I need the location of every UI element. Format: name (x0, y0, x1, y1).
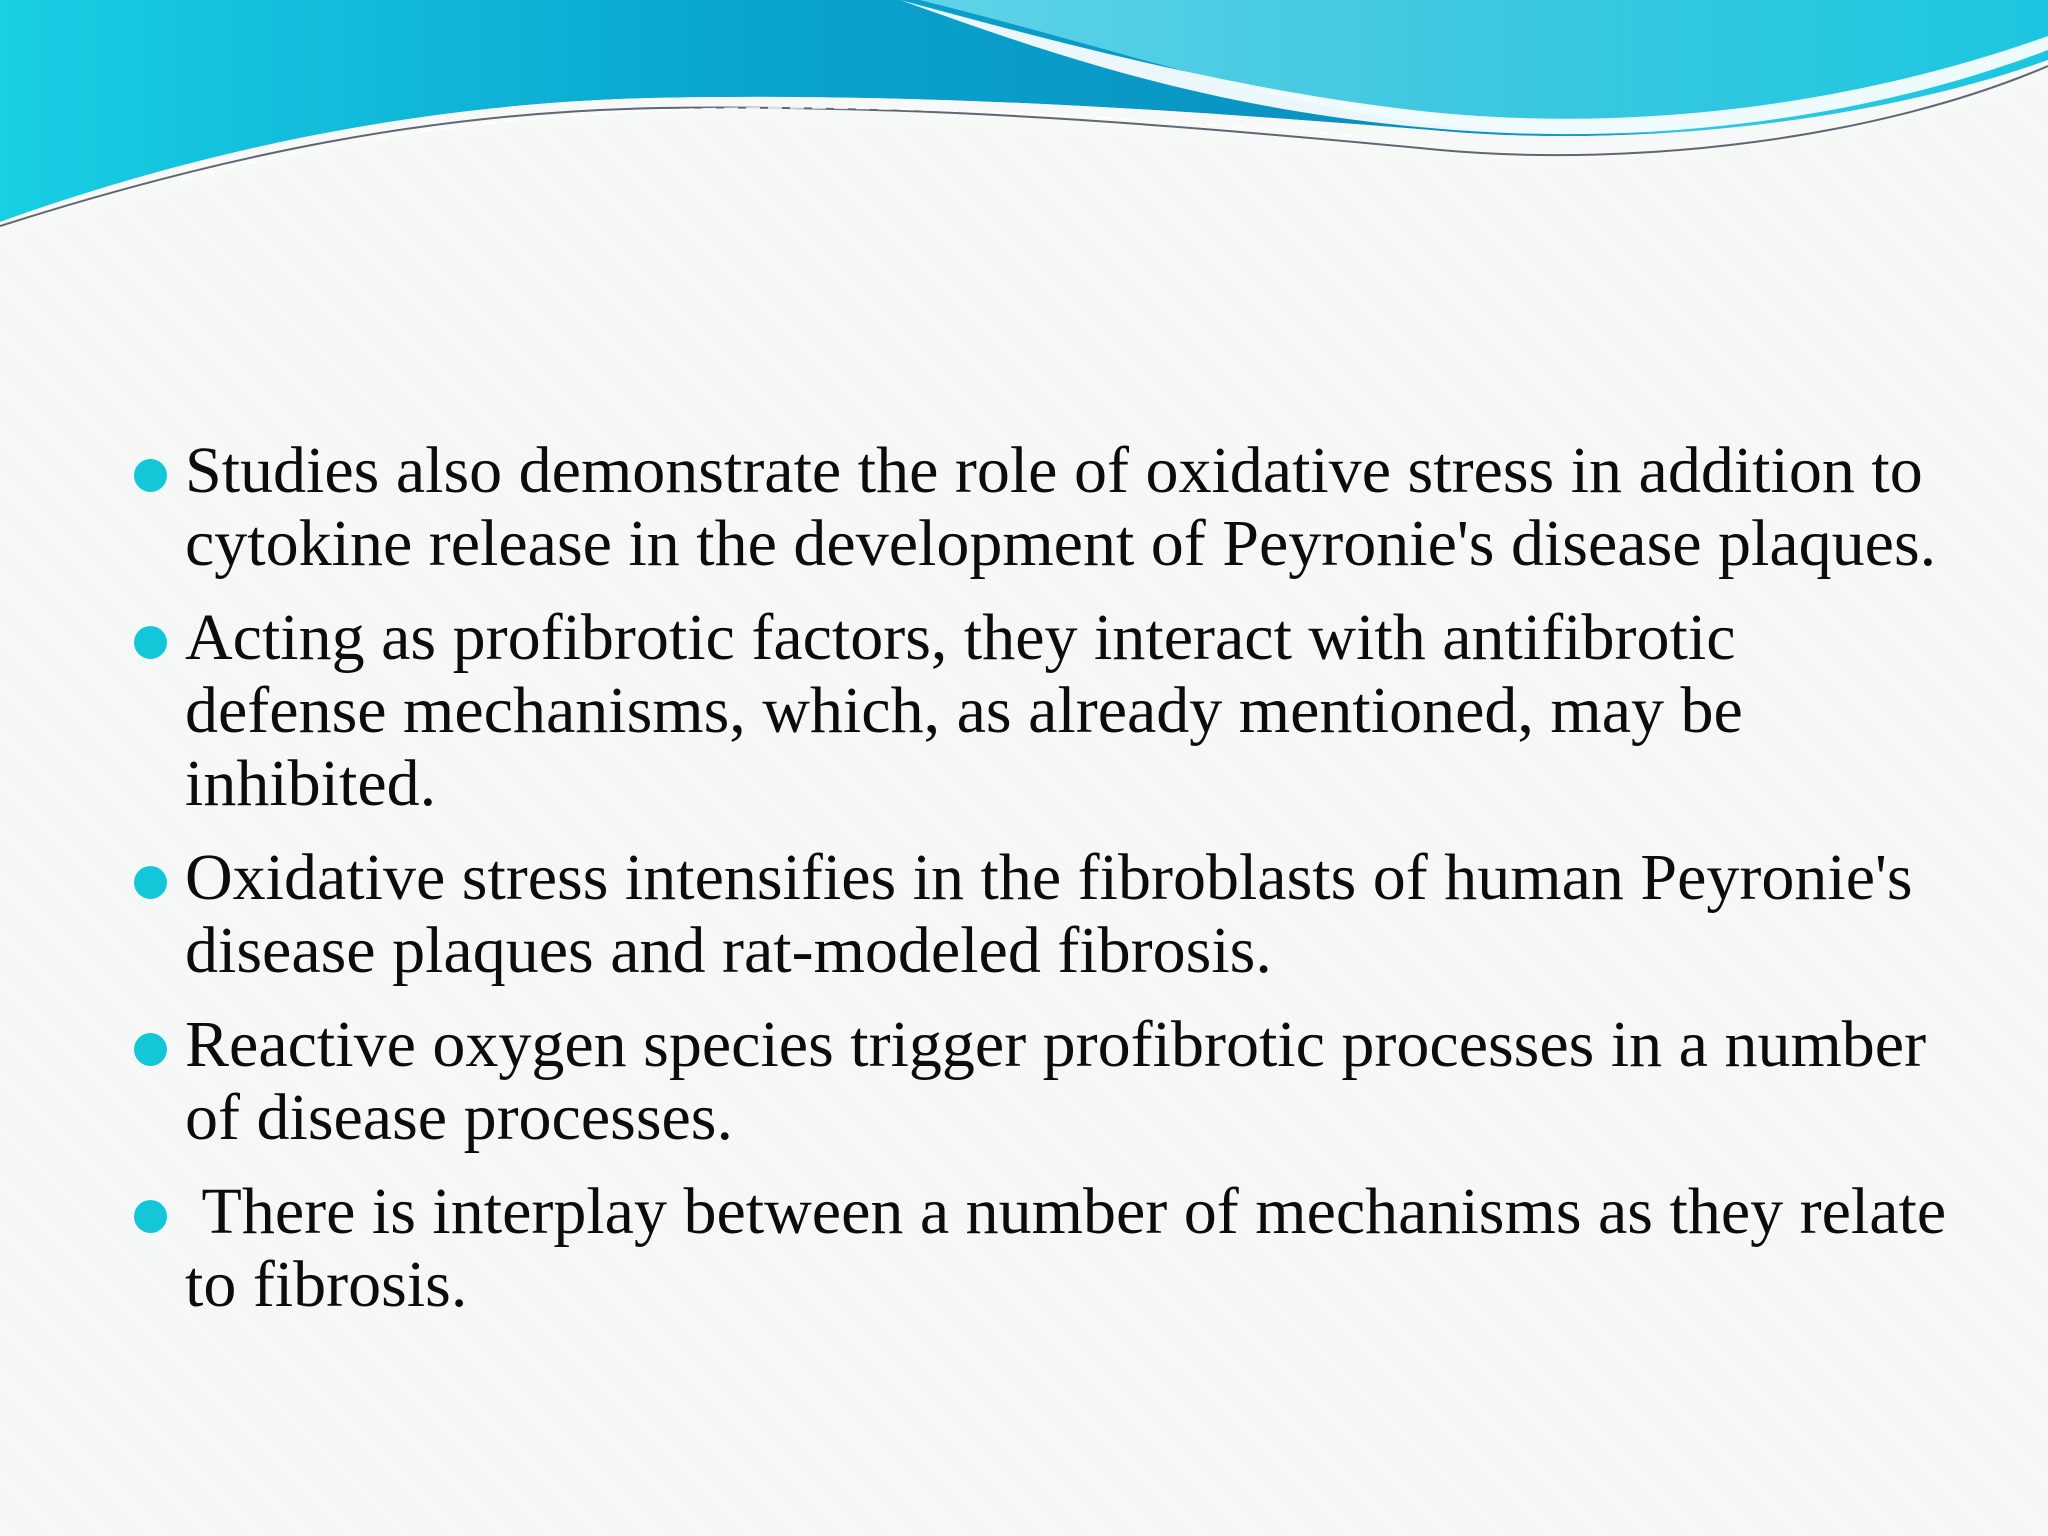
bullet-text: Reactive oxygen species trigger profibrotic processes in a number of disease processes. (185, 1008, 1927, 1154)
bullet-text: Oxidative stress intensifies in the fibroblasts of human Peyronie's disease plaques and rat-modeled fibrosis. (185, 841, 1913, 987)
bullet-text: There is interplay between a number of mechanisms as they relate to fibrosis. (185, 1175, 1963, 1321)
bullet-circle-icon (134, 459, 167, 492)
header-wave-decoration (0, 0, 2048, 240)
bullet-circle-icon (134, 1200, 167, 1233)
bullet-item (130, 1175, 1963, 1321)
bullet-item (130, 1008, 1950, 1154)
bullet-circle-icon (134, 626, 167, 659)
bullet-item (130, 841, 1950, 987)
bullet-text: Studies also demonstrate the role of oxidative stress in addition to cytokine release in the development of Peyronie's disease plaques. (185, 434, 1937, 580)
bullet-list (130, 434, 1963, 1342)
bullet-text: Acting as profibrotic factors, they interact with antifibrotic defense mechanisms, which, as already mentioned, may be inhibited. (185, 601, 1743, 820)
bullet-item (130, 434, 1950, 580)
bullet-circle-icon (134, 1033, 167, 1066)
bullet-circle-icon (134, 866, 167, 899)
bullet-item (130, 601, 1950, 820)
